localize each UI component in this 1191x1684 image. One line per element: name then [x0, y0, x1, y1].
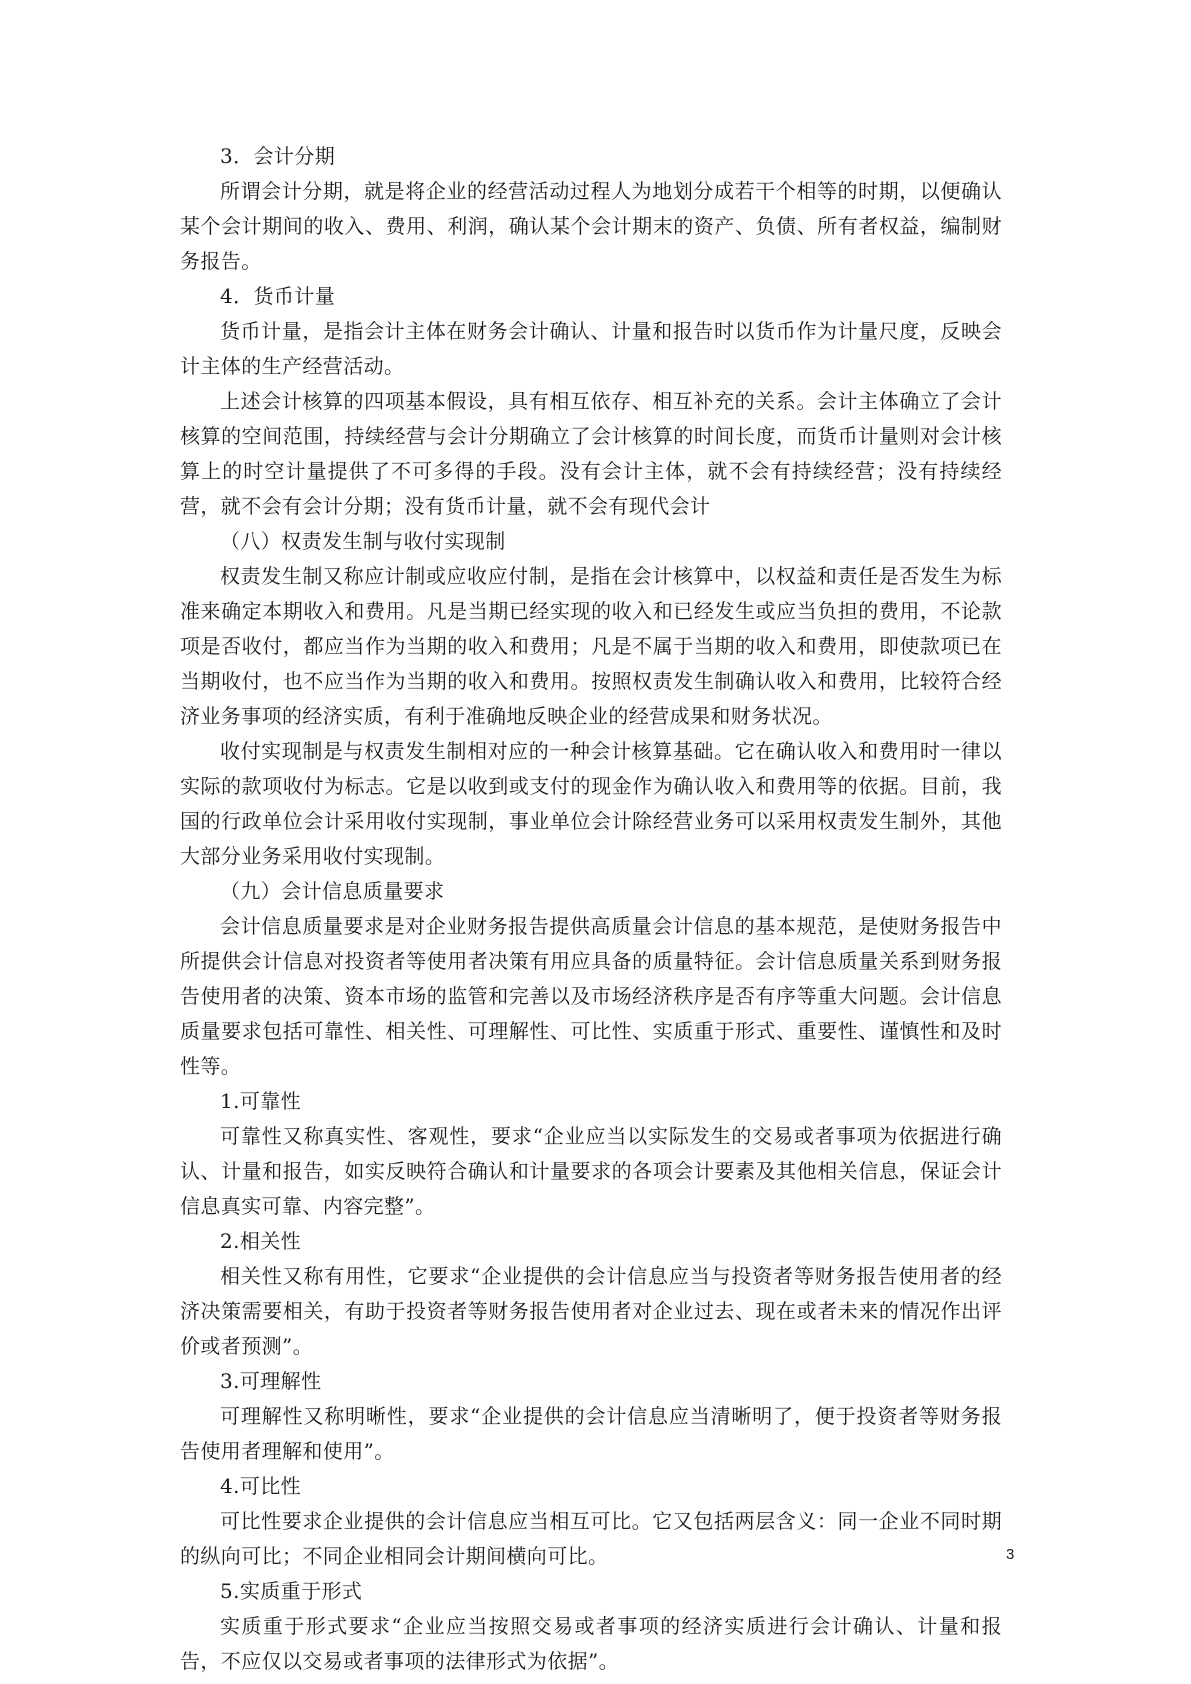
page-number: 3: [1006, 1546, 1015, 1563]
heading-accrual-cash-basis: （八）权责发生制与收付实现制: [220, 529, 506, 553]
para-substance-over-form: 实质重于形式要求“企业应当按照交易或者事项的经济实质进行会计确认、计量和报告，不应仅以交易或者事项的法律形式为依据”。: [180, 1614, 1002, 1673]
heading-quality-requirements: （九）会计信息质量要求: [220, 879, 445, 903]
heading-accounting-period: 3．会计分期: [220, 144, 336, 168]
heading-comparability: 4.可比性: [220, 1474, 302, 1498]
para-monetary-measurement: 货币计量，是指会计主体在财务会计确认、计量和报告时以货币作为计量尺度，反映会计主体的生产经营活动。: [180, 319, 1002, 378]
heading-relevance: 2.相关性: [220, 1229, 302, 1253]
para-quality-requirements: 会计信息质量要求是对企业财务报告提供高质量会计信息的基本规范，是使财务报告中所提供会计信息对投资者等使用者决策有用应具备的质量特征。会计信息质量关系到财务报告使用者的决策、资本市场的监管和完善以及市场经济秩序是否有序等重大问题。会计信息质量要求包括可靠性、相关性、可理解性、可比性、实质重于形式、重要性、谨慎性和及时性等。: [180, 914, 1002, 1078]
heading-substance-over-form: 5.实质重于形式: [220, 1579, 363, 1603]
para-accrual-basis: 权责发生制又称应计制或应收应付制，是指在会计核算中，以权益和责任是否发生为标准来确定本期收入和费用。凡是当期已经实现的收入和已经发生或应当负担的费用，不论款项是否收付，都应当作为当期的收入和费用；凡是不属于当期的收入和费用，即使款项已在当期收付，也不应当作为当期的收入和费用。按照权责发生制确认收入和费用，比较符合经济业务事项的经济实质，有利于准确地反映企业的经营成果和财务状况。: [180, 564, 1002, 728]
heading-reliability: 1.可靠性: [220, 1089, 302, 1113]
para-comparability: 可比性要求企业提供的会计信息应当相互可比。它又包括两层含义：同一企业不同时期的纵向可比；不同企业相同会计期间横向可比。: [180, 1509, 1002, 1568]
para-reliability: 可靠性又称真实性、客观性，要求“企业应当以实际发生的交易或者事项为依据进行确认、计量和报告，如实反映符合确认和计量要求的各项会计要素及其他相关信息，保证会计信息真实可靠、内容完整”。: [180, 1124, 1002, 1218]
para-relevance: 相关性又称有用性，它要求“企业提供的会计信息应当与投资者等财务报告使用者的经济决策需要相关，有助于投资者等财务报告使用者对企业过去、现在或者未来的情况作出评价或者预测”。: [180, 1264, 1002, 1358]
para-understandability: 可理解性又称明晰性，要求“企业提供的会计信息应当清晰明了，便于投资者等财务报告使用者理解和使用”。: [180, 1404, 1002, 1463]
para-accounting-period: 所谓会计分期，就是将企业的经营活动过程人为地划分成若干个相等的时期，以便确认某个会计期间的收入、费用、利润，确认某个会计期末的资产、负债、所有者权益，编制财务报告。: [180, 179, 1002, 273]
para-four-assumptions: 上述会计核算的四项基本假设，具有相互依存、相互补充的关系。会计主体确立了会计核算的空间范围，持续经营与会计分期确立了会计核算的时间长度，而货币计量则对会计核算上的时空计量提供了不可多得的手段。没有会计主体，就不会有持续经营；没有持续经营，就不会有会计分期；没有货币计量，就不会有现代会计: [180, 389, 1002, 518]
heading-monetary-measurement: 4．货币计量: [220, 284, 336, 308]
document-body: [180, 139, 1002, 1679]
heading-understandability: 3.可理解性: [220, 1369, 322, 1393]
para-cash-basis: 收付实现制是与权责发生制相对应的一种会计核算基础。它在确认收入和费用时一律以实际的款项收付为标志。它是以收到或支付的现金作为确认收入和费用等的依据。目前，我国的行政单位会计采用收付实现制，事业单位会计除经营业务可以采用权责发生制外，其他大部分业务采用收付实现制。: [180, 739, 1002, 868]
